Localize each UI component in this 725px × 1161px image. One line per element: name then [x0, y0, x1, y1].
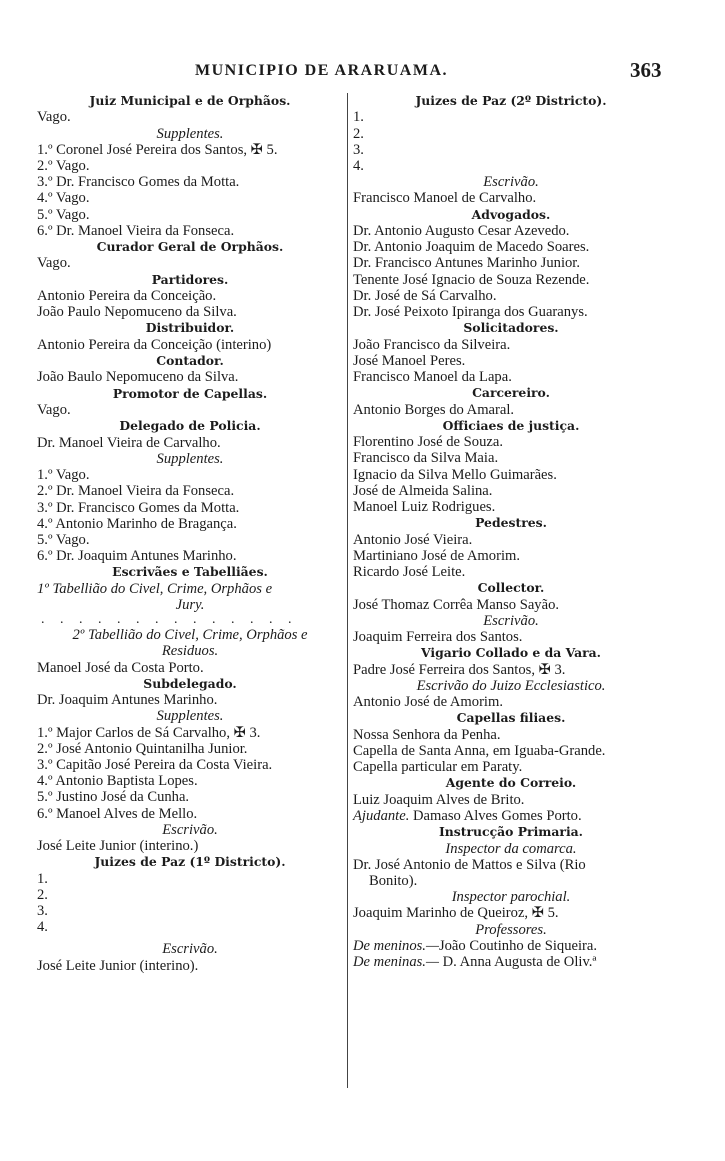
list-item: 3.º Dr. Francisco Gomes da Motta. — [37, 174, 240, 191]
list-item: 1.º Major Carlos de Sá Carvalho, ✠ 3. — [37, 724, 261, 741]
list-item: 5.º Justino José da Cunha. — [37, 789, 190, 806]
list-item: Dr. José Peixoto Ipiranga dos Guaranys. — [353, 304, 588, 321]
list-item: 5.º Vago. — [37, 531, 90, 548]
list-item: José de Almeida Salina. — [353, 482, 493, 499]
column-divider — [347, 93, 348, 1088]
vigario-escrivao-value: Antonio José de Amorim. — [353, 694, 503, 711]
subdelegado-value: Dr. Joaquim Antunes Marinho. — [37, 692, 218, 709]
list-item: 3.º Capitão José Pereira da Costa Vieira. — [37, 756, 273, 773]
running-head: MUNICIPIO DE ARARUAMA. — [195, 62, 448, 79]
list-item: Dr. Antonio Augusto Cesar Azevedo. — [353, 223, 570, 240]
list-item: Antonio Pereira da Conceição. — [37, 288, 217, 305]
meninos-value: João Coutinho de Siqueira. — [438, 937, 598, 954]
meninas-label: De meninas.— — [353, 954, 439, 970]
right-column — [353, 93, 669, 970]
promotor-heading: Promotor de Capellas. — [112, 385, 268, 401]
list-item: 2. — [353, 125, 364, 142]
juizes-paz-1-heading: Juizes de Paz (1º Districto). — [94, 854, 286, 870]
paz-2-escrivao-heading: Escrivão. — [483, 174, 539, 191]
page-number: 363 — [630, 58, 662, 82]
list-item: 4.º Vago. — [37, 190, 90, 207]
list-item: Dr. Antonio Joaquim de Macedo Soares. — [353, 239, 590, 256]
subdelegado-heading: Subdelegado. — [143, 675, 237, 691]
list-item: 6.º Dr. Manoel Vieira da Fonseca. — [37, 222, 235, 239]
instruccao-heading: Instrucção Primaria. — [438, 824, 583, 840]
list-item: Manoel Luiz Rodrigues. — [353, 499, 496, 516]
carcereiro-value: Antonio Borges do Amaral. — [353, 401, 515, 418]
inspector-comarca-heading: Inspector da comarca. — [445, 840, 577, 857]
meninas-value: D. Anna Augusta de Oliv.ª — [442, 954, 597, 970]
list-item: 1.º Coronel José Pereira dos Santos, ✠ 5. — [37, 141, 278, 158]
subdelegado-escrivao-heading: Escrivão. — [162, 821, 218, 838]
juizes-paz-2-heading: Juizes de Paz (2º Districto). — [415, 93, 607, 108]
list-item: 4.º Antonio Baptista Lopes. — [37, 773, 198, 790]
vigario-heading: Vigario Collado e da Vara. — [421, 645, 601, 661]
tabelliao-1-title: 1º Tabellião do Civel, Crime, Orphãos e — [37, 580, 273, 597]
professora-meninas — [353, 954, 669, 970]
list-item: Florentino José de Souza. — [353, 434, 503, 451]
meninos-label: De meninos.— — [353, 937, 439, 954]
inspector-comarca-value-cont: Bonito). — [369, 872, 418, 889]
professores-heading: Professores. — [475, 921, 547, 938]
list-item: Antonio José Vieira. — [353, 531, 473, 548]
paz-1-escrivao-value: José Leite Junior (interino). — [37, 957, 199, 974]
list-item: José Manoel Peres. — [353, 352, 466, 369]
list-item: Martiniano José de Amorim. — [353, 547, 520, 564]
professor-meninos — [353, 938, 669, 954]
distribuidor-heading: Distribuidor. — [145, 320, 235, 336]
carcereiro-heading: Carcereiro. — [472, 385, 550, 401]
subdelegado-supplentes-heading: Supplentes. — [156, 708, 224, 725]
ajudante-value: Damaso Alves Gomes Porto. — [413, 807, 582, 824]
curador-heading: Curador Geral de Orphãos. — [96, 239, 284, 255]
list-item: Dr. Francisco Antunes Marinho Junior. — [353, 255, 580, 272]
correio-value: Luiz Joaquim Alves de Brito. — [353, 791, 525, 808]
tabelliao-1-vacancy-dots: . . . . . . . . . . . . . . — [41, 612, 298, 628]
list-item: 1. — [353, 109, 364, 126]
list-item: Ignacio da Silva Mello Guimarães. — [353, 466, 557, 483]
list-item: 2.º Vago. — [37, 158, 90, 175]
list-item: 2.º José Antonio Quintanilha Junior. — [37, 740, 248, 757]
collector-escrivao-heading: Escrivão. — [483, 612, 539, 629]
distribuidor-value: Antonio Pereira da Conceição (interino) — [37, 336, 272, 353]
list-item: Francisco da Silva Maia. — [353, 450, 499, 467]
capellas-heading: Capellas filiaes. — [456, 710, 566, 726]
list-item: 1.º Vago. — [37, 467, 90, 484]
officiaes-heading: Officiaes de justiça. — [442, 417, 580, 433]
solicitadores-heading: Solicitadores. — [463, 320, 559, 336]
contador-heading: Contador. — [156, 353, 224, 369]
vigario-value: Padre José Ferreira dos Santos, ✠ 3. — [353, 661, 566, 678]
list-item: 3.º Dr. Francisco Gomes da Motta. — [37, 499, 240, 516]
delegado-heading: Delegado de Policia. — [119, 418, 261, 434]
paz-2-escrivao-value: Francisco Manoel de Carvalho. — [353, 190, 537, 207]
partidores-heading: Partidores. — [151, 271, 229, 287]
list-item: 5.º Vago. — [37, 206, 90, 223]
juiz-value: Vago. — [37, 109, 71, 126]
list-item: 2.º Dr. Manoel Vieira da Fonseca. — [37, 483, 235, 500]
promotor-value: Vago. — [37, 402, 71, 419]
delegado-value: Dr. Manoel Vieira de Carvalho. — [37, 434, 221, 451]
tabelliao-2-title: 2º Tabellião do Civel, Crime, Orphãos e — [72, 627, 308, 644]
list-item: 3. — [353, 141, 364, 158]
advogados-heading: Advogados. — [471, 206, 551, 222]
collector-heading: Collector. — [477, 580, 545, 596]
list-item: Capella de Santa Anna, em Iguaba-Grande. — [353, 742, 606, 759]
delegado-supplentes-heading: Supplentes. — [156, 450, 224, 467]
list-item: 6.º Manoel Alves de Mello. — [37, 805, 198, 822]
list-item: 4.º Antonio Marinho de Bragança. — [37, 515, 237, 532]
ajudante-label: Ajudante. — [353, 807, 410, 824]
list-item: Francisco Manoel da Lapa. — [353, 369, 512, 386]
inspector-parochial-heading: Inspector parochial. — [451, 889, 571, 906]
list-item: 2. — [37, 886, 48, 903]
list-item: 4. — [353, 158, 364, 175]
escrivaes-heading: Escrivães e Tabelliães. — [112, 564, 268, 580]
list-item: João Francisco da Silveira. — [353, 336, 511, 353]
list-item: Dr. José de Sá Carvalho. — [353, 287, 497, 304]
pedestres-heading: Pedestres. — [475, 515, 547, 531]
subdelegado-escrivao-value: José Leite Junior (interino.) — [37, 837, 199, 854]
paz-1-escrivao-heading: Escrivão. — [162, 941, 218, 958]
vigario-escrivao-heading: Escrivão do Juizo Ecclesiastico. — [416, 677, 606, 694]
tabelliao-1-title-cont: Jury. — [175, 596, 205, 613]
list-item: 6.º Dr. Joaquim Antunes Marinho. — [37, 548, 237, 565]
tabelliao-2-title-cont: Residuos. — [161, 643, 219, 660]
tabelliao-2-value: Manoel José da Costa Porto. — [37, 659, 204, 676]
curador-value: Vago. — [37, 255, 71, 272]
list-item: 3. — [37, 902, 48, 919]
ajudante-line — [353, 808, 669, 824]
inspector-comarca-value: Dr. José Antonio de Mattos e Silva (Rio — [353, 856, 586, 873]
list-item: Nossa Senhora da Penha. — [353, 726, 501, 743]
juiz-supplentes-heading: Supplentes. — [156, 125, 224, 142]
juiz-heading: Juiz Municipal e de Orphãos. — [89, 93, 291, 108]
correio-heading: Agente do Correio. — [445, 775, 577, 791]
collector-escrivao-value: Joaquim Ferreira dos Santos. — [353, 629, 523, 646]
list-item: Tenente José Ignacio de Souza Rezende. — [353, 271, 590, 288]
list-item: 1. — [37, 870, 48, 887]
list-item: 4. — [37, 919, 48, 936]
contador-value: João Baulo Nepomuceno da Silva. — [37, 369, 239, 386]
list-item: Capella particular em Paraty. — [353, 759, 523, 776]
left-column — [37, 93, 343, 974]
inspector-parochial-value: Joaquim Marinho de Queiroz, ✠ 5. — [353, 905, 559, 922]
list-item: Ricardo José Leite. — [353, 564, 466, 581]
list-item: João Paulo Nepomuceno da Silva. — [37, 304, 237, 321]
collector-value: José Thomaz Corrêa Manso Sayão. — [353, 596, 560, 613]
